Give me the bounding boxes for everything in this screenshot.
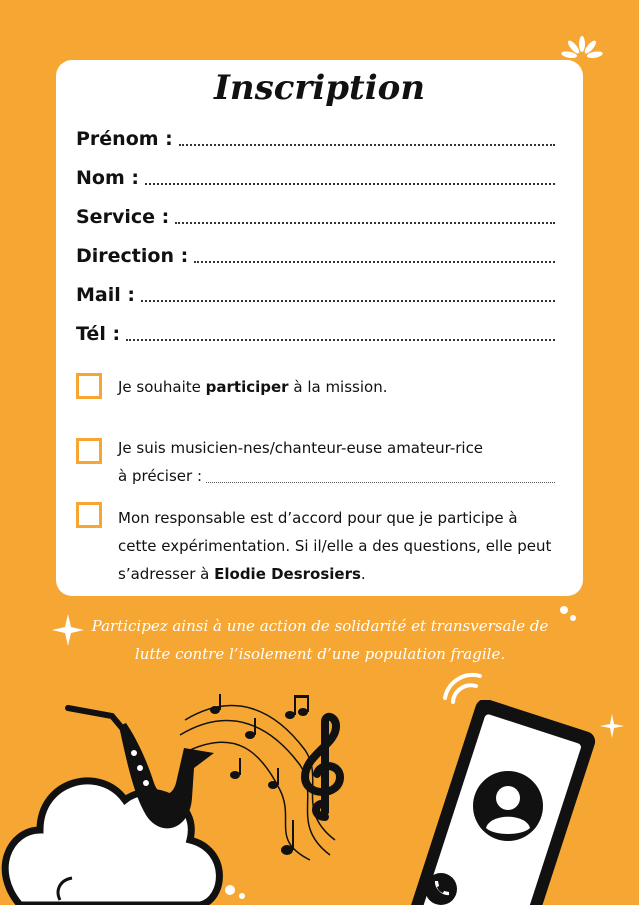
mail-field[interactable] xyxy=(76,284,555,306)
musician-checkbox[interactable] xyxy=(76,438,102,464)
last-name-label: Nom : xyxy=(76,167,139,189)
manager-agreement-text: Mon responsable est d’accord pour que je participe à cette expérimentation. Si il/elle a des questions, elle peut s’adresser à Elodie Desrosiers. xyxy=(118,509,552,583)
participate-checkbox[interactable] xyxy=(76,373,102,399)
phone-label: Tél : xyxy=(76,323,121,345)
first-name-label: Prénom : xyxy=(76,128,173,150)
service-field[interactable] xyxy=(76,206,555,228)
specify-field[interactable]: à préciser : xyxy=(118,462,555,490)
sparkle-icon xyxy=(220,880,250,905)
user-avatar-icon xyxy=(470,768,546,844)
mail-label: Mail : xyxy=(76,284,135,306)
service-label: Service : xyxy=(76,206,170,228)
phone-field[interactable] xyxy=(76,323,555,345)
direction-label: Direction : xyxy=(76,245,189,267)
form-title: Inscription xyxy=(213,68,426,108)
musician-option-text: Je suis musicien-nes/chanteur-euse amateur-rice à préciser : xyxy=(118,434,555,490)
direction-field[interactable] xyxy=(76,245,555,267)
first-name-field[interactable] xyxy=(76,128,555,150)
tagline: Participez ainsi à une action de solidarité et transversale de lutte contre l’isolement d’une population fragile. xyxy=(91,617,549,663)
last-name-field[interactable] xyxy=(76,167,555,189)
manager-agreement-checkbox[interactable] xyxy=(76,502,102,528)
participate-option-text: Je souhaite participer à la mission. xyxy=(118,378,388,396)
treble-clef-icon xyxy=(295,712,355,822)
registration-card xyxy=(56,60,583,596)
phone-call-icon xyxy=(424,872,458,905)
